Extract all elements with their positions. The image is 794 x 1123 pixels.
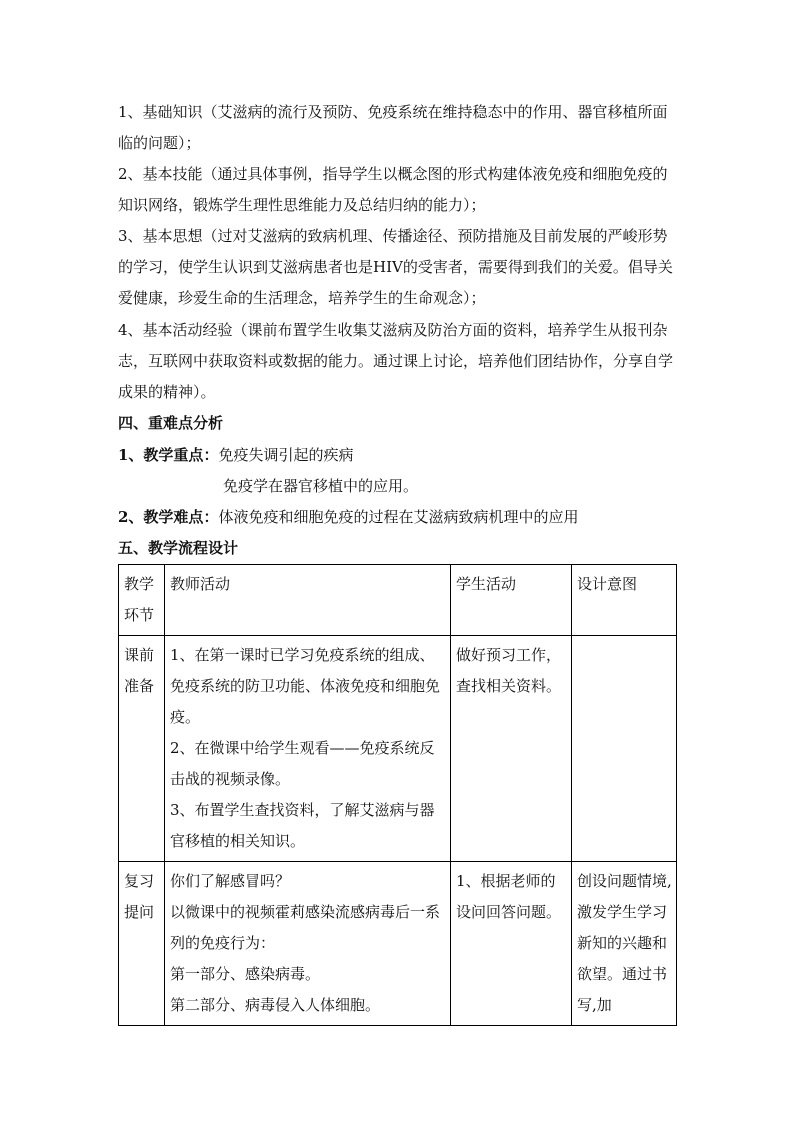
teacher-activity-line: 第二部分、病毒侵入人体细胞。 — [170, 996, 381, 1014]
header-stage: 教学环节 — [119, 565, 165, 636]
teacher-activity-line: 第一部分、感染病毒。 — [170, 965, 321, 983]
student-activity-cell: 做好预习工作，查找相关资料。 — [451, 636, 572, 862]
difficult-point-label: 2、教学难点： — [118, 508, 219, 526]
key-point-line — [118, 440, 353, 471]
header-teacher-activity: 教师活动 — [165, 565, 451, 636]
key-point-1: 免疫失调引起的疾病 — [218, 446, 354, 464]
student-activity-cell: 1、根据老师的设问回答问题。 — [451, 862, 572, 1026]
teacher-activity-line: 你们了解感冒吗？ — [170, 872, 291, 890]
teacher-activity-line: 以微课中的视频霍莉感染流感病毒后一系列的免疫行为： — [170, 903, 441, 952]
teacher-activity-line: 3、布置学生查找资料，了解艾滋病与器官移植的相关知识。 — [170, 801, 435, 850]
teacher-activity-line: 1、在第一课时已学习免疫系统的组成、免疫系统的防卫功能、体液免疫和细胞免疫。 — [170, 646, 441, 726]
section-4-title: 四、重难点分析 — [118, 414, 224, 432]
design-intent-cell — [572, 636, 677, 862]
section-5-title: 五、教学流程设计 — [118, 539, 239, 557]
table-row — [119, 862, 677, 1026]
key-point-label: 1、教学重点： — [118, 446, 219, 464]
objective-basic-skills: 2、基本技能（通过具体事例，指导学生以概念图的形式构建体液免疫和细胞免疫的知识网络，锻炼学生理性思维能力及总结归纳的能力）； — [118, 165, 668, 214]
header-student-activity: 学生活动 — [451, 565, 572, 636]
teacher-activity-cell — [165, 636, 451, 862]
header-design-intent: 设计意图 — [572, 565, 677, 636]
stage-cell: 课前准备 — [119, 636, 165, 862]
objective-activity-experience: 4、基本活动经验（课前布置学生收集艾滋病及防治方面的资料，培养学生从报刊杂志，互联网中获取资料或数据的能力。通过课上讨论，培养他们团结协作，分享自学成果的精神）。 — [118, 321, 674, 401]
table-row — [119, 636, 677, 862]
difficult-point-line — [118, 502, 578, 533]
teacher-activity-line: 2、在微课中给学生观看——免疫系统反击战的视频录像。 — [170, 739, 435, 788]
objective-basic-knowledge: 1、基础知识（艾滋病的流行及预防、免疫系统在维持稳态中的作用、器官移植所面临的问题）； — [118, 103, 668, 152]
design-intent-cell: 创设问题情境,激发学生学习新知的兴趣和欲望。通过书写,加 — [572, 862, 677, 1026]
stage-cell: 复习提问 — [119, 862, 165, 1026]
teaching-flow-table — [118, 564, 677, 1026]
teacher-activity-cell — [165, 862, 451, 1026]
objective-basic-ideas: 3、基本思想（过对艾滋病的致病机理、传播途径、预防措施及目前发展的严峻形势的学习，使学生认识到艾滋病患者也是HIV的受害者，需要得到我们的关爱。倡导关爱健康，珍爱生命的生活理念，培养学生的生命观念）； — [118, 227, 673, 307]
difficult-point-text: 体液免疫和细胞免疫的过程在艾滋病致病机理中的应用 — [218, 508, 579, 526]
key-point-2: 免疫学在器官移植中的应用。 — [223, 477, 419, 495]
table-header-row — [119, 565, 677, 636]
